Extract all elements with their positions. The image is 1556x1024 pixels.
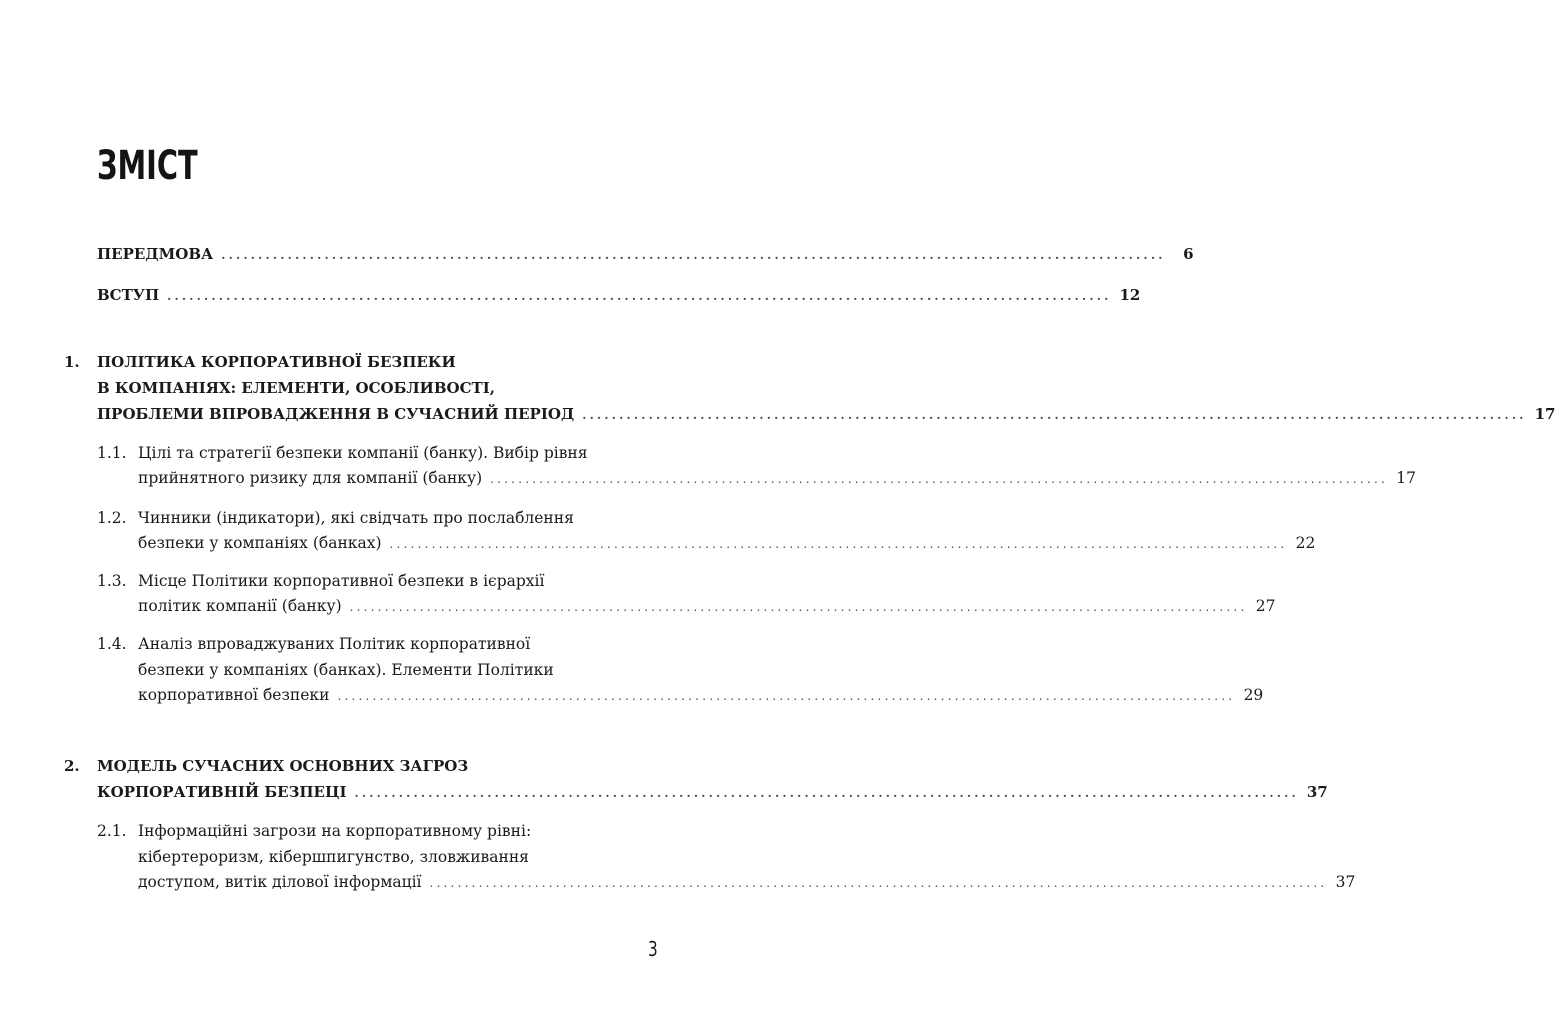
toc-entry-title: ВСТУП: [97, 286, 160, 304]
toc-page-number: 27: [1255, 597, 1276, 615]
toc-entry-number: 1.: [64, 353, 80, 371]
toc-page-number: 17: [1534, 405, 1556, 423]
toc-line: [97, 781, 1328, 803]
toc-line: [97, 633, 530, 655]
dot-leader: ................................................................................................................................: [337, 689, 1236, 703]
toc-entry-title: кібертероризм, кібершпигунство, зловживання: [138, 848, 529, 866]
dot-leader: ................................................................................................................................: [354, 786, 1299, 800]
toc-entry-title: ПОЛІТИКА КОРПОРАТИВНОЇ БЕЗПЕКИ: [97, 353, 456, 371]
toc-page-number: 37: [1335, 873, 1356, 891]
toc-entry-title: політик компанії (банку): [138, 597, 342, 615]
toc-page-number: 37: [1306, 783, 1328, 801]
toc-entry-number: 2.: [64, 757, 80, 775]
toc-line: [97, 377, 495, 399]
toc-entry-title: Аналіз впроваджуваних Політик корпоративної: [138, 635, 531, 653]
toc-line: [138, 659, 554, 681]
toc-line: [97, 820, 531, 842]
toc-entry-title: ПЕРЕДМОВА: [97, 245, 214, 263]
toc-line: [138, 871, 1356, 893]
toc-entry-number: 1.4.: [97, 635, 127, 653]
toc-entry-preface[interactable]: [97, 243, 1194, 265]
dot-leader: ................................................................................................................................: [167, 289, 1112, 303]
toc-entry-title: КОРПОРАТИВНІЙ БЕЗПЕЦІ: [97, 783, 347, 801]
toc-entry-title: МОДЕЛЬ СУЧАСНИХ ОСНОВНИХ ЗАГРОЗ: [97, 757, 469, 775]
toc-line: [64, 351, 456, 373]
toc-entry-title: безпеки у компаніях (банках). Елементи Політики: [138, 661, 554, 679]
toc-entry-title: корпоративної безпеки: [138, 686, 330, 704]
toc-line: [97, 442, 588, 464]
dot-leader: ................................................................................................................................: [389, 537, 1288, 551]
toc-entry-title: Цілі та стратегії безпеки компанії (банку). Вибір рівня: [138, 444, 588, 462]
toc-line: [138, 684, 1264, 706]
toc-line: [138, 467, 1416, 489]
toc-entry-title: Чинники (індикатори), які свідчать про послаблення: [138, 509, 574, 527]
page-number: 3: [648, 937, 658, 961]
toc-line: [138, 846, 529, 868]
toc-entry-number: 2.1.: [97, 822, 127, 840]
toc-entry-title: Інформаційні загрози на корпоративному рівні:: [138, 822, 532, 840]
toc-entry-title: ПРОБЛЕМИ ВПРОВАДЖЕННЯ В СУЧАСНИЙ ПЕРІОД: [97, 405, 575, 423]
toc-line: [138, 532, 1316, 554]
toc-page-number: 12: [1119, 286, 1141, 304]
toc-entry-introduction[interactable]: [97, 284, 1141, 306]
toc-entry-title: Місце Політики корпоративної безпеки в ієрархії: [138, 572, 545, 590]
dot-leader: ................................................................................................................................: [349, 600, 1248, 614]
toc-entry-title: В КОМПАНІЯХ: ЕЛЕМЕНТИ, ОСОБЛИВОСТІ,: [97, 379, 495, 397]
toc-entry-title: безпеки у компаніях (банках): [138, 534, 382, 552]
toc-entry-title: прийнятного ризику для компанії (банку): [138, 469, 483, 487]
toc-line: [138, 595, 1276, 617]
dot-leader: ................................................................................................................................: [221, 248, 1166, 262]
toc-page-number: 6: [1183, 245, 1194, 263]
dot-leader: ................................................................................................................................: [429, 876, 1328, 890]
toc-line: [97, 570, 544, 592]
toc-entry-number: 1.1.: [97, 444, 127, 462]
toc-page-number: 17: [1396, 469, 1416, 487]
toc-entry-number: 1.2.: [97, 509, 127, 527]
page-title: ЗМІСТ: [97, 143, 198, 189]
toc-line: [97, 507, 574, 529]
dot-leader: ................................................................................................................................: [490, 472, 1388, 486]
toc-line: [97, 403, 1556, 425]
toc-entry-title: доступом, витік ділової інформації: [138, 873, 422, 891]
toc-entry-number: 1.3.: [97, 572, 127, 590]
dot-leader: ................................................................................................................................: [582, 408, 1527, 422]
toc-page-number: 29: [1243, 686, 1264, 704]
toc-line: [64, 755, 468, 777]
toc-page-number: 22: [1295, 534, 1316, 552]
